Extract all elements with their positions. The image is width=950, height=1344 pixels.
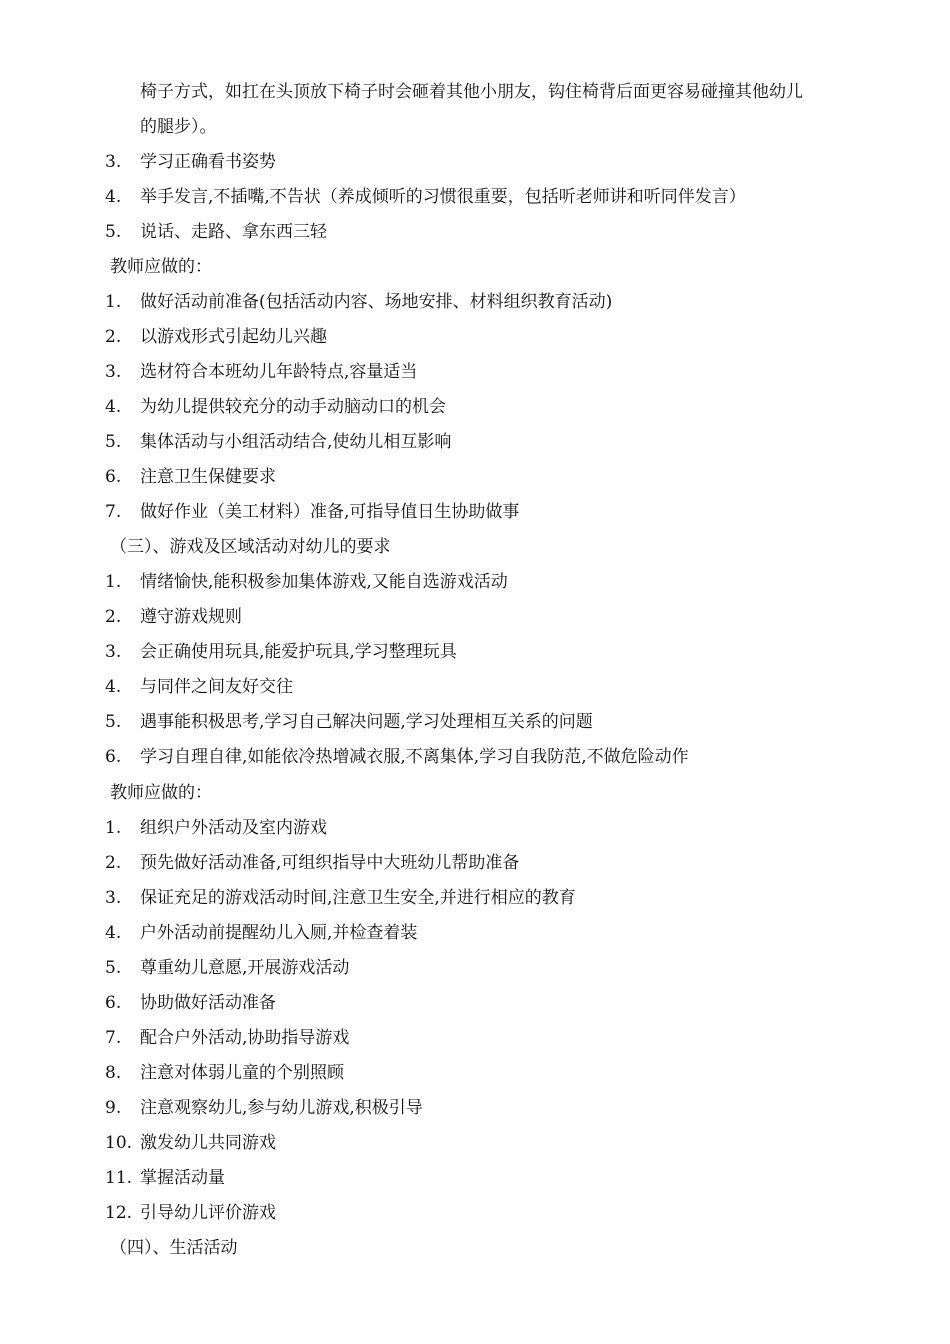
list-item: 12. 引导幼儿评价游戏	[105, 1203, 276, 1223]
continuation-line-1: 椅子方式，如扛在头顶放下椅子时会砸着其他小朋友，钩住椅背后面更容易碰撞其他幼儿	[140, 82, 803, 102]
list-item: 8. 注意对体弱儿童的个别照顾	[105, 1063, 344, 1083]
list-item: 9. 注意观察幼儿,参与幼儿游戏,积极引导	[105, 1098, 423, 1118]
list-item: 3. 会正确使用玩具,能爱护玩具,学习整理玩具	[105, 642, 457, 662]
continuation-line-2: 的腿步）。	[140, 117, 217, 137]
list-item: 5. 集体活动与小组活动结合,使幼儿相互影响	[105, 432, 452, 452]
list-item: 4. 为幼儿提供较充分的动手动脑动口的机会	[105, 397, 446, 417]
list-item: 6. 学习自理自律,如能依冷热增减衣服,不离集体,学习自我防范,不做危险动作	[105, 747, 689, 767]
list-item: 4. 户外活动前提醒幼儿入厕,并检查着装	[105, 923, 418, 943]
list-item: 3. 保证充足的游戏活动时间,注意卫生安全,并进行相应的教育	[105, 888, 576, 908]
list-item: 5. 尊重幼儿意愿,开展游戏活动	[105, 958, 350, 978]
list-item: 7. 做好作业（美工材料）准备,可指导值日生协助做事	[105, 502, 520, 522]
list-item: 6. 注意卫生保健要求	[105, 467, 276, 487]
list-item: 10. 激发幼儿共同游戏	[105, 1133, 276, 1153]
list-item: 5. 说话、走路、拿东西三轻	[105, 222, 327, 242]
list-item: 1. 组织户外活动及室内游戏	[105, 818, 327, 838]
list-item: 6. 协助做好活动准备	[105, 993, 276, 1013]
list-item: 3. 学习正确看书姿势	[105, 152, 276, 172]
list-item: 4. 举手发言,不插嘴,不告状（养成倾听的习惯很重要，包括听老师讲和听同伴发言）	[105, 187, 746, 207]
section-heading: （三）、游戏及区域活动对幼儿的要求	[110, 537, 391, 557]
section-heading: （四）、生活活动	[110, 1238, 238, 1258]
list-item: 2. 遵守游戏规则	[105, 607, 242, 627]
list-item: 4. 与同伴之间友好交往	[105, 677, 293, 697]
list-item: 1. 情绪愉快,能积极参加集体游戏,又能自选游戏活动	[105, 572, 508, 592]
list-item: 5. 遇事能积极思考,学习自己解决问题,学习处理相互关系的问题	[105, 712, 593, 732]
list-item: 11. 掌握活动量	[105, 1168, 225, 1188]
list-item: 7. 配合户外活动,协助指导游戏	[105, 1028, 350, 1048]
list-item: 2. 以游戏形式引起幼儿兴趣	[105, 327, 327, 347]
list-item: 2. 预先做好活动准备,可组织指导中大班幼儿帮助准备	[105, 853, 520, 873]
list-item: 3. 选材符合本班幼儿年龄特点,容量适当	[105, 362, 418, 382]
list-item: 1. 做好活动前准备(包括活动内容、场地安排、材料组织教育活动)	[105, 292, 613, 312]
teacher-heading: 教师应做的：	[110, 783, 212, 803]
teacher-heading: 教师应做的：	[110, 257, 212, 277]
